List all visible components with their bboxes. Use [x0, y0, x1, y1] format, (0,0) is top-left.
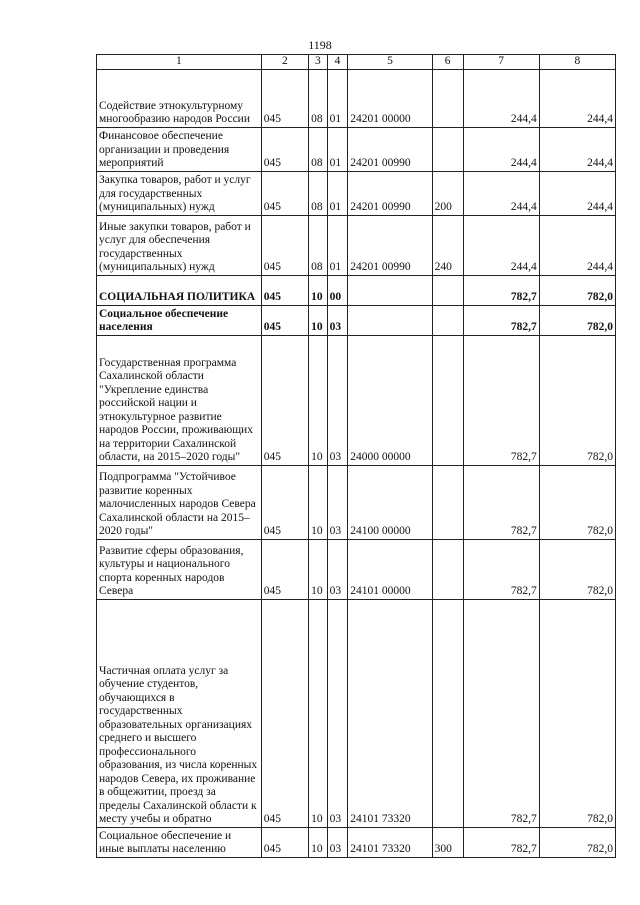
expense-type-code	[432, 69, 463, 127]
section-code: 10	[309, 599, 328, 827]
ministry-code: 045	[261, 171, 308, 215]
amount-executed: 782,0	[539, 275, 615, 305]
target-item-code	[348, 275, 432, 305]
expense-type-code	[432, 539, 463, 599]
table-row	[97, 171, 616, 215]
target-item-code: 24000 00000	[348, 335, 432, 465]
subsection-code: 00	[327, 275, 348, 305]
amount-planned: 782,7	[463, 275, 539, 305]
subsection-code: 01	[327, 171, 348, 215]
ministry-code: 045	[261, 215, 308, 275]
section-code: 10	[309, 539, 328, 599]
ministry-code: 045	[261, 127, 308, 171]
amount-executed: 244,4	[539, 69, 615, 127]
amount-planned: 244,4	[463, 69, 539, 127]
table-row	[97, 275, 616, 305]
subsection-code: 03	[327, 465, 348, 539]
expense-type-code: 300	[432, 827, 463, 857]
target-item-code: 24201 00990	[348, 171, 432, 215]
amount-planned: 782,7	[463, 305, 539, 335]
ministry-code: 045	[261, 465, 308, 539]
column-header: 3	[309, 55, 328, 70]
amount-executed: 244,4	[539, 215, 615, 275]
subsection-code: 03	[327, 827, 348, 857]
expense-type-code	[432, 275, 463, 305]
expense-type-code	[432, 599, 463, 827]
section-code: 10	[309, 827, 328, 857]
amount-executed: 782,0	[539, 827, 615, 857]
subsection-code: 01	[327, 69, 348, 127]
page-number: 1198	[308, 38, 332, 52]
section-code: 10	[309, 465, 328, 539]
expense-type-code	[432, 335, 463, 465]
subsection-code: 01	[327, 215, 348, 275]
amount-planned: 244,4	[463, 171, 539, 215]
column-header: 5	[348, 55, 432, 70]
table-row	[97, 215, 616, 275]
amount-planned: 244,4	[463, 215, 539, 275]
amount-planned: 782,7	[463, 335, 539, 465]
target-item-code: 24101 73320	[348, 827, 432, 857]
amount-executed: 782,0	[539, 335, 615, 465]
expense-name: СОЦИАЛЬНАЯ ПОЛИТИКА	[97, 275, 262, 305]
amount-planned: 782,7	[463, 539, 539, 599]
ministry-code: 045	[261, 827, 308, 857]
expense-type-code	[432, 465, 463, 539]
table-row	[97, 465, 616, 539]
expense-name: Содействие этнокультурному многообразию народов России	[97, 69, 262, 127]
column-header: 7	[463, 55, 539, 70]
column-header: 4	[327, 55, 348, 70]
amount-executed: 244,4	[539, 171, 615, 215]
subsection-code: 03	[327, 305, 348, 335]
section-code: 10	[309, 305, 328, 335]
table-row	[97, 127, 616, 171]
column-header: 1	[97, 55, 262, 70]
expense-type-code	[432, 127, 463, 171]
ministry-code: 045	[261, 69, 308, 127]
amount-executed: 782,0	[539, 599, 615, 827]
expense-type-code: 240	[432, 215, 463, 275]
amount-planned: 782,7	[463, 465, 539, 539]
amount-executed: 782,0	[539, 305, 615, 335]
ministry-code: 045	[261, 275, 308, 305]
expense-name: Частичная оплата услуг за обучение студентов, обучающихся в государственных образовательных организациях среднего и высшего профессионального образования, из числа коренных народов Севера, их проживание в общежитии, проезд за пределы Сахалинской области к месту учебы и обратно	[97, 599, 262, 827]
section-code: 08	[309, 127, 328, 171]
amount-executed: 782,0	[539, 465, 615, 539]
table-row	[97, 599, 616, 827]
section-code: 08	[309, 215, 328, 275]
amount-planned: 782,7	[463, 827, 539, 857]
section-code: 10	[309, 335, 328, 465]
section-code: 10	[309, 275, 328, 305]
column-header: 2	[261, 55, 308, 70]
expense-name: Развитие сферы образования, культуры и национального спорта коренных народов Севера	[97, 539, 262, 599]
subsection-code: 03	[327, 539, 348, 599]
budget-table	[96, 54, 616, 858]
amount-executed: 244,4	[539, 127, 615, 171]
ministry-code: 045	[261, 539, 308, 599]
target-item-code: 24101 73320	[348, 599, 432, 827]
expense-name: Закупка товаров, работ и услуг для государственных (муниципальных) нужд	[97, 171, 262, 215]
target-item-code	[348, 305, 432, 335]
target-item-code: 24201 00990	[348, 127, 432, 171]
table-row	[97, 305, 616, 335]
table-row	[97, 827, 616, 857]
table-row	[97, 69, 616, 127]
section-code: 08	[309, 171, 328, 215]
ministry-code: 045	[261, 599, 308, 827]
expense-name: Финансовое обеспечение организации и проведения мероприятий	[97, 127, 262, 171]
amount-planned: 782,7	[463, 599, 539, 827]
expense-name: Иные закупки товаров, работ и услуг для обеспечения государственных (муниципальных) нужд	[97, 215, 262, 275]
section-code: 08	[309, 69, 328, 127]
table-row	[97, 539, 616, 599]
subsection-code: 03	[327, 335, 348, 465]
target-item-code: 24100 00000	[348, 465, 432, 539]
target-item-code: 24201 00990	[348, 215, 432, 275]
expense-type-code	[432, 305, 463, 335]
target-item-code: 24101 00000	[348, 539, 432, 599]
column-header: 8	[539, 55, 615, 70]
column-number-header	[97, 55, 616, 70]
table-row	[97, 335, 616, 465]
expense-name: Подпрограмма "Устойчивое развитие коренных малочисленных народов Севера Сахалинской области на 2015–2020 годы"	[97, 465, 262, 539]
subsection-code: 03	[327, 599, 348, 827]
expense-name: Социальное обеспечение и иные выплаты населению	[97, 827, 262, 857]
amount-executed: 782,0	[539, 539, 615, 599]
expense-type-code: 200	[432, 171, 463, 215]
expense-name: Социальное обеспечение населения	[97, 305, 262, 335]
amount-planned: 244,4	[463, 127, 539, 171]
column-header: 6	[432, 55, 463, 70]
ministry-code: 045	[261, 335, 308, 465]
subsection-code: 01	[327, 127, 348, 171]
expense-name: Государственная программа Сахалинской области "Укрепление единства российской нации и этнокультурное развитие народов России, проживающих на территории Сахалинской области, на 2015–2020 годы"	[97, 335, 262, 465]
target-item-code: 24201 00000	[348, 69, 432, 127]
ministry-code: 045	[261, 305, 308, 335]
